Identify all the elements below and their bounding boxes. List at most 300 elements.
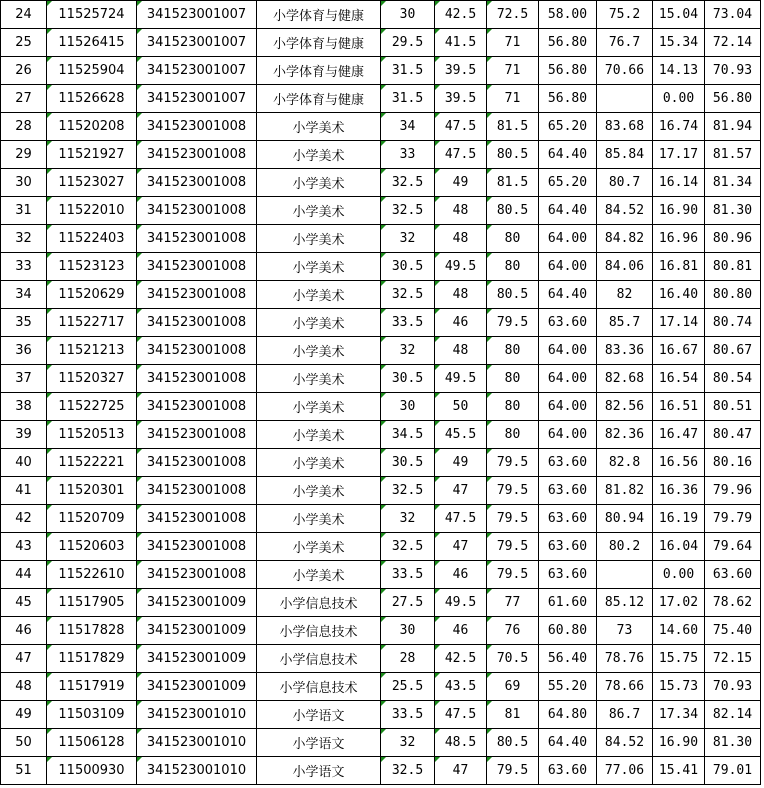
exam-id-cell: 11520603 xyxy=(47,533,137,561)
seq-cell: 37 xyxy=(1,365,47,393)
table-row xyxy=(1,505,761,533)
table-row xyxy=(1,337,761,365)
written-b-cell: 48.5 xyxy=(435,729,487,757)
post-code-cell: 341523001008 xyxy=(137,337,257,365)
seq-cell: 41 xyxy=(1,477,47,505)
final-score-cell: 70.93 xyxy=(705,57,761,85)
exam-id-cell: 11522221 xyxy=(47,449,137,477)
written-a-cell: 33.5 xyxy=(381,561,435,589)
written-a-cell: 32.5 xyxy=(381,533,435,561)
subject-cell: 小学美术 xyxy=(257,421,381,449)
final-score-cell: 80.74 xyxy=(705,309,761,337)
subject-cell: 小学信息技术 xyxy=(257,673,381,701)
written-weighted-cell: 56.80 xyxy=(539,29,597,57)
interview-cell xyxy=(597,561,653,589)
table-row xyxy=(1,57,761,85)
table-row xyxy=(1,169,761,197)
exam-id-cell: 11522610 xyxy=(47,561,137,589)
post-code-cell: 341523001008 xyxy=(137,281,257,309)
table-row xyxy=(1,197,761,225)
written-a-cell: 30.5 xyxy=(381,365,435,393)
exam-id-cell: 11526415 xyxy=(47,29,137,57)
written-b-cell: 48 xyxy=(435,281,487,309)
written-b-cell: 50 xyxy=(435,393,487,421)
interview-weighted-cell: 16.40 xyxy=(653,281,705,309)
exam-id-cell: 11523123 xyxy=(47,253,137,281)
interview-weighted-cell: 16.90 xyxy=(653,197,705,225)
interview-cell: 78.66 xyxy=(597,673,653,701)
interview-cell xyxy=(597,85,653,113)
interview-weighted-cell: 16.04 xyxy=(653,533,705,561)
final-score-cell: 78.62 xyxy=(705,589,761,617)
subject-cell: 小学美术 xyxy=(257,113,381,141)
subject-cell: 小学美术 xyxy=(257,309,381,337)
seq-cell: 42 xyxy=(1,505,47,533)
table-row xyxy=(1,253,761,281)
written-weighted-cell: 61.60 xyxy=(539,589,597,617)
final-score-cell: 56.80 xyxy=(705,85,761,113)
subject-cell: 小学信息技术 xyxy=(257,589,381,617)
written-b-cell: 47 xyxy=(435,533,487,561)
table-row xyxy=(1,617,761,645)
interview-cell: 85.12 xyxy=(597,589,653,617)
interview-weighted-cell: 0.00 xyxy=(653,561,705,589)
seq-cell: 49 xyxy=(1,701,47,729)
interview-weighted-cell: 16.90 xyxy=(653,729,705,757)
seq-cell: 29 xyxy=(1,141,47,169)
written-a-cell: 32.5 xyxy=(381,197,435,225)
written-a-cell: 32 xyxy=(381,225,435,253)
exam-id-cell: 11520709 xyxy=(47,505,137,533)
subject-cell: 小学美术 xyxy=(257,169,381,197)
interview-cell: 82.68 xyxy=(597,365,653,393)
subject-cell: 小学美术 xyxy=(257,337,381,365)
written-weighted-cell: 65.20 xyxy=(539,113,597,141)
post-code-cell: 341523001010 xyxy=(137,701,257,729)
post-code-cell: 341523001008 xyxy=(137,169,257,197)
table-row xyxy=(1,393,761,421)
final-score-cell: 81.34 xyxy=(705,169,761,197)
subject-cell: 小学美术 xyxy=(257,281,381,309)
post-code-cell: 341523001009 xyxy=(137,617,257,645)
written-total-cell: 79.5 xyxy=(487,449,539,477)
final-score-cell: 72.15 xyxy=(705,645,761,673)
written-weighted-cell: 64.00 xyxy=(539,421,597,449)
table-row xyxy=(1,477,761,505)
exam-id-cell: 11520208 xyxy=(47,113,137,141)
written-total-cell: 80.5 xyxy=(487,281,539,309)
written-total-cell: 80 xyxy=(487,225,539,253)
post-code-cell: 341523001008 xyxy=(137,309,257,337)
interview-weighted-cell: 17.02 xyxy=(653,589,705,617)
final-score-cell: 72.14 xyxy=(705,29,761,57)
written-weighted-cell: 56.80 xyxy=(539,85,597,113)
written-weighted-cell: 58.00 xyxy=(539,1,597,29)
written-total-cell: 80 xyxy=(487,365,539,393)
final-score-cell: 63.60 xyxy=(705,561,761,589)
written-weighted-cell: 63.60 xyxy=(539,477,597,505)
written-a-cell: 32.5 xyxy=(381,477,435,505)
written-weighted-cell: 64.40 xyxy=(539,281,597,309)
post-code-cell: 341523001007 xyxy=(137,1,257,29)
post-code-cell: 341523001008 xyxy=(137,113,257,141)
written-weighted-cell: 56.40 xyxy=(539,645,597,673)
written-a-cell: 34.5 xyxy=(381,421,435,449)
subject-cell: 小学美术 xyxy=(257,225,381,253)
written-total-cell: 71 xyxy=(487,57,539,85)
seq-cell: 46 xyxy=(1,617,47,645)
subject-cell: 小学体育与健康 xyxy=(257,29,381,57)
interview-weighted-cell: 16.56 xyxy=(653,449,705,477)
seq-cell: 50 xyxy=(1,729,47,757)
written-b-cell: 49 xyxy=(435,449,487,477)
table-row xyxy=(1,589,761,617)
subject-cell: 小学体育与健康 xyxy=(257,57,381,85)
written-a-cell: 32 xyxy=(381,337,435,365)
seq-cell: 28 xyxy=(1,113,47,141)
written-b-cell: 41.5 xyxy=(435,29,487,57)
interview-cell: 70.66 xyxy=(597,57,653,85)
final-score-cell: 80.80 xyxy=(705,281,761,309)
written-weighted-cell: 64.40 xyxy=(539,729,597,757)
final-score-cell: 79.96 xyxy=(705,477,761,505)
written-a-cell: 32.5 xyxy=(381,757,435,785)
subject-cell: 小学体育与健康 xyxy=(257,1,381,29)
interview-cell: 82 xyxy=(597,281,653,309)
interview-weighted-cell: 17.14 xyxy=(653,309,705,337)
post-code-cell: 341523001009 xyxy=(137,645,257,673)
written-total-cell: 79.5 xyxy=(487,505,539,533)
written-a-cell: 27.5 xyxy=(381,589,435,617)
exam-id-cell: 11520629 xyxy=(47,281,137,309)
written-b-cell: 39.5 xyxy=(435,57,487,85)
interview-cell: 80.94 xyxy=(597,505,653,533)
written-weighted-cell: 64.00 xyxy=(539,393,597,421)
interview-weighted-cell: 15.34 xyxy=(653,29,705,57)
subject-cell: 小学美术 xyxy=(257,197,381,225)
written-b-cell: 48 xyxy=(435,225,487,253)
interview-weighted-cell: 17.17 xyxy=(653,141,705,169)
seq-cell: 31 xyxy=(1,197,47,225)
seq-cell: 51 xyxy=(1,757,47,785)
interview-cell: 86.7 xyxy=(597,701,653,729)
written-total-cell: 70.5 xyxy=(487,645,539,673)
interview-cell: 84.52 xyxy=(597,729,653,757)
exam-id-cell: 11522010 xyxy=(47,197,137,225)
written-total-cell: 80 xyxy=(487,337,539,365)
seq-cell: 45 xyxy=(1,589,47,617)
written-total-cell: 81 xyxy=(487,701,539,729)
written-a-cell: 25.5 xyxy=(381,673,435,701)
interview-cell: 82.56 xyxy=(597,393,653,421)
post-code-cell: 341523001008 xyxy=(137,477,257,505)
post-code-cell: 341523001008 xyxy=(137,225,257,253)
written-total-cell: 77 xyxy=(487,589,539,617)
written-total-cell: 80.5 xyxy=(487,197,539,225)
exam-id-cell: 11526628 xyxy=(47,85,137,113)
table-row xyxy=(1,645,761,673)
exam-id-cell: 11521927 xyxy=(47,141,137,169)
written-b-cell: 43.5 xyxy=(435,673,487,701)
interview-weighted-cell: 15.41 xyxy=(653,757,705,785)
written-a-cell: 31.5 xyxy=(381,85,435,113)
written-a-cell: 30.5 xyxy=(381,253,435,281)
subject-cell: 小学美术 xyxy=(257,141,381,169)
written-a-cell: 30 xyxy=(381,1,435,29)
post-code-cell: 341523001008 xyxy=(137,141,257,169)
exam-id-cell: 11525904 xyxy=(47,57,137,85)
exam-id-cell: 11522725 xyxy=(47,393,137,421)
post-code-cell: 341523001007 xyxy=(137,85,257,113)
written-total-cell: 71 xyxy=(487,29,539,57)
written-weighted-cell: 64.40 xyxy=(539,197,597,225)
exam-id-cell: 11525724 xyxy=(47,1,137,29)
table-row xyxy=(1,701,761,729)
final-score-cell: 80.54 xyxy=(705,365,761,393)
written-b-cell: 39.5 xyxy=(435,85,487,113)
interview-weighted-cell: 15.04 xyxy=(653,1,705,29)
seq-cell: 44 xyxy=(1,561,47,589)
interview-weighted-cell: 0.00 xyxy=(653,85,705,113)
final-score-cell: 81.57 xyxy=(705,141,761,169)
table-row xyxy=(1,309,761,337)
table-row xyxy=(1,225,761,253)
written-b-cell: 47.5 xyxy=(435,141,487,169)
written-total-cell: 71 xyxy=(487,85,539,113)
written-weighted-cell: 60.80 xyxy=(539,617,597,645)
written-b-cell: 49.5 xyxy=(435,365,487,393)
written-b-cell: 47 xyxy=(435,477,487,505)
interview-cell: 81.82 xyxy=(597,477,653,505)
interview-cell: 82.8 xyxy=(597,449,653,477)
post-code-cell: 341523001009 xyxy=(137,589,257,617)
final-score-cell: 79.79 xyxy=(705,505,761,533)
post-code-cell: 341523001007 xyxy=(137,57,257,85)
written-weighted-cell: 64.40 xyxy=(539,141,597,169)
written-total-cell: 79.5 xyxy=(487,533,539,561)
subject-cell: 小学美术 xyxy=(257,561,381,589)
exam-id-cell: 11523027 xyxy=(47,169,137,197)
written-total-cell: 79.5 xyxy=(487,561,539,589)
seq-cell: 30 xyxy=(1,169,47,197)
written-weighted-cell: 63.60 xyxy=(539,757,597,785)
seq-cell: 39 xyxy=(1,421,47,449)
written-weighted-cell: 55.20 xyxy=(539,673,597,701)
written-total-cell: 76 xyxy=(487,617,539,645)
table-row xyxy=(1,85,761,113)
interview-cell: 78.76 xyxy=(597,645,653,673)
written-b-cell: 47.5 xyxy=(435,701,487,729)
written-weighted-cell: 64.80 xyxy=(539,701,597,729)
exam-id-cell: 11503109 xyxy=(47,701,137,729)
written-weighted-cell: 64.00 xyxy=(539,225,597,253)
final-score-cell: 80.51 xyxy=(705,393,761,421)
written-weighted-cell: 63.60 xyxy=(539,309,597,337)
table-row xyxy=(1,533,761,561)
interview-cell: 85.7 xyxy=(597,309,653,337)
subject-cell: 小学美术 xyxy=(257,533,381,561)
interview-cell: 77.06 xyxy=(597,757,653,785)
written-total-cell: 79.5 xyxy=(487,477,539,505)
written-weighted-cell: 64.00 xyxy=(539,365,597,393)
written-b-cell: 48 xyxy=(435,337,487,365)
interview-cell: 84.06 xyxy=(597,253,653,281)
written-a-cell: 28 xyxy=(381,645,435,673)
post-code-cell: 341523001008 xyxy=(137,561,257,589)
post-code-cell: 341523001008 xyxy=(137,421,257,449)
seq-cell: 48 xyxy=(1,673,47,701)
subject-cell: 小学美术 xyxy=(257,393,381,421)
interview-weighted-cell: 16.19 xyxy=(653,505,705,533)
post-code-cell: 341523001009 xyxy=(137,673,257,701)
written-a-cell: 32 xyxy=(381,729,435,757)
seq-cell: 27 xyxy=(1,85,47,113)
written-b-cell: 47 xyxy=(435,757,487,785)
seq-cell: 47 xyxy=(1,645,47,673)
seq-cell: 26 xyxy=(1,57,47,85)
post-code-cell: 341523001008 xyxy=(137,533,257,561)
subject-cell: 小学美术 xyxy=(257,365,381,393)
written-total-cell: 69 xyxy=(487,673,539,701)
final-score-cell: 81.30 xyxy=(705,729,761,757)
written-total-cell: 79.5 xyxy=(487,757,539,785)
interview-cell: 82.36 xyxy=(597,421,653,449)
seq-cell: 25 xyxy=(1,29,47,57)
interview-weighted-cell: 16.81 xyxy=(653,253,705,281)
interview-cell: 73 xyxy=(597,617,653,645)
post-code-cell: 341523001008 xyxy=(137,365,257,393)
written-weighted-cell: 64.00 xyxy=(539,337,597,365)
written-b-cell: 45.5 xyxy=(435,421,487,449)
exam-id-cell: 11520301 xyxy=(47,477,137,505)
table-body xyxy=(1,1,761,785)
final-score-cell: 82.14 xyxy=(705,701,761,729)
table-row xyxy=(1,1,761,29)
table-row xyxy=(1,281,761,309)
written-weighted-cell: 63.60 xyxy=(539,561,597,589)
written-b-cell: 42.5 xyxy=(435,645,487,673)
written-weighted-cell: 63.60 xyxy=(539,533,597,561)
subject-cell: 小学语文 xyxy=(257,729,381,757)
post-code-cell: 341523001008 xyxy=(137,393,257,421)
written-a-cell: 30.5 xyxy=(381,449,435,477)
written-b-cell: 47.5 xyxy=(435,505,487,533)
interview-weighted-cell: 14.60 xyxy=(653,617,705,645)
written-total-cell: 72.5 xyxy=(487,1,539,29)
subject-cell: 小学信息技术 xyxy=(257,617,381,645)
written-a-cell: 33 xyxy=(381,141,435,169)
exam-id-cell: 11521213 xyxy=(47,337,137,365)
table-row xyxy=(1,29,761,57)
written-b-cell: 49 xyxy=(435,169,487,197)
post-code-cell: 341523001008 xyxy=(137,197,257,225)
exam-id-cell: 11520513 xyxy=(47,421,137,449)
written-a-cell: 29.5 xyxy=(381,29,435,57)
post-code-cell: 341523001007 xyxy=(137,29,257,57)
interview-cell: 83.36 xyxy=(597,337,653,365)
seq-cell: 34 xyxy=(1,281,47,309)
interview-weighted-cell: 16.47 xyxy=(653,421,705,449)
post-code-cell: 341523001010 xyxy=(137,729,257,757)
final-score-cell: 81.30 xyxy=(705,197,761,225)
written-weighted-cell: 63.60 xyxy=(539,505,597,533)
written-total-cell: 81.5 xyxy=(487,113,539,141)
interview-weighted-cell: 16.14 xyxy=(653,169,705,197)
seq-cell: 38 xyxy=(1,393,47,421)
final-score-cell: 80.81 xyxy=(705,253,761,281)
subject-cell: 小学美术 xyxy=(257,477,381,505)
post-code-cell: 341523001010 xyxy=(137,757,257,785)
subject-cell: 小学信息技术 xyxy=(257,645,381,673)
post-code-cell: 341523001008 xyxy=(137,253,257,281)
written-b-cell: 49.5 xyxy=(435,589,487,617)
written-weighted-cell: 63.60 xyxy=(539,449,597,477)
written-a-cell: 33.5 xyxy=(381,309,435,337)
interview-cell: 80.7 xyxy=(597,169,653,197)
seq-cell: 43 xyxy=(1,533,47,561)
post-code-cell: 341523001008 xyxy=(137,505,257,533)
seq-cell: 32 xyxy=(1,225,47,253)
subject-cell: 小学体育与健康 xyxy=(257,85,381,113)
subject-cell: 小学美术 xyxy=(257,505,381,533)
seq-cell: 35 xyxy=(1,309,47,337)
final-score-cell: 70.93 xyxy=(705,673,761,701)
interview-weighted-cell: 17.34 xyxy=(653,701,705,729)
table-row xyxy=(1,561,761,589)
written-a-cell: 34 xyxy=(381,113,435,141)
written-a-cell: 32.5 xyxy=(381,281,435,309)
written-total-cell: 80 xyxy=(487,393,539,421)
subject-cell: 小学美术 xyxy=(257,449,381,477)
interview-weighted-cell: 16.74 xyxy=(653,113,705,141)
exam-id-cell: 11522403 xyxy=(47,225,137,253)
exam-id-cell: 11517905 xyxy=(47,589,137,617)
interview-cell: 83.68 xyxy=(597,113,653,141)
written-total-cell: 81.5 xyxy=(487,169,539,197)
written-a-cell: 33.5 xyxy=(381,701,435,729)
final-score-cell: 73.04 xyxy=(705,1,761,29)
post-code-cell: 341523001008 xyxy=(137,449,257,477)
table-row xyxy=(1,141,761,169)
written-weighted-cell: 65.20 xyxy=(539,169,597,197)
table-row xyxy=(1,449,761,477)
exam-id-cell: 11517919 xyxy=(47,673,137,701)
written-total-cell: 80.5 xyxy=(487,141,539,169)
final-score-cell: 80.47 xyxy=(705,421,761,449)
written-weighted-cell: 64.00 xyxy=(539,253,597,281)
written-total-cell: 80.5 xyxy=(487,729,539,757)
written-b-cell: 47.5 xyxy=(435,113,487,141)
written-b-cell: 48 xyxy=(435,197,487,225)
interview-weighted-cell: 14.13 xyxy=(653,57,705,85)
seq-cell: 40 xyxy=(1,449,47,477)
table-row xyxy=(1,729,761,757)
written-total-cell: 80 xyxy=(487,253,539,281)
interview-cell: 84.82 xyxy=(597,225,653,253)
final-score-cell: 79.01 xyxy=(705,757,761,785)
written-a-cell: 30 xyxy=(381,393,435,421)
interview-weighted-cell: 16.67 xyxy=(653,337,705,365)
interview-cell: 85.84 xyxy=(597,141,653,169)
written-b-cell: 46 xyxy=(435,617,487,645)
written-a-cell: 32 xyxy=(381,505,435,533)
interview-cell: 80.2 xyxy=(597,533,653,561)
final-score-cell: 75.40 xyxy=(705,617,761,645)
seq-cell: 36 xyxy=(1,337,47,365)
subject-cell: 小学语文 xyxy=(257,757,381,785)
written-total-cell: 79.5 xyxy=(487,309,539,337)
seq-cell: 24 xyxy=(1,1,47,29)
